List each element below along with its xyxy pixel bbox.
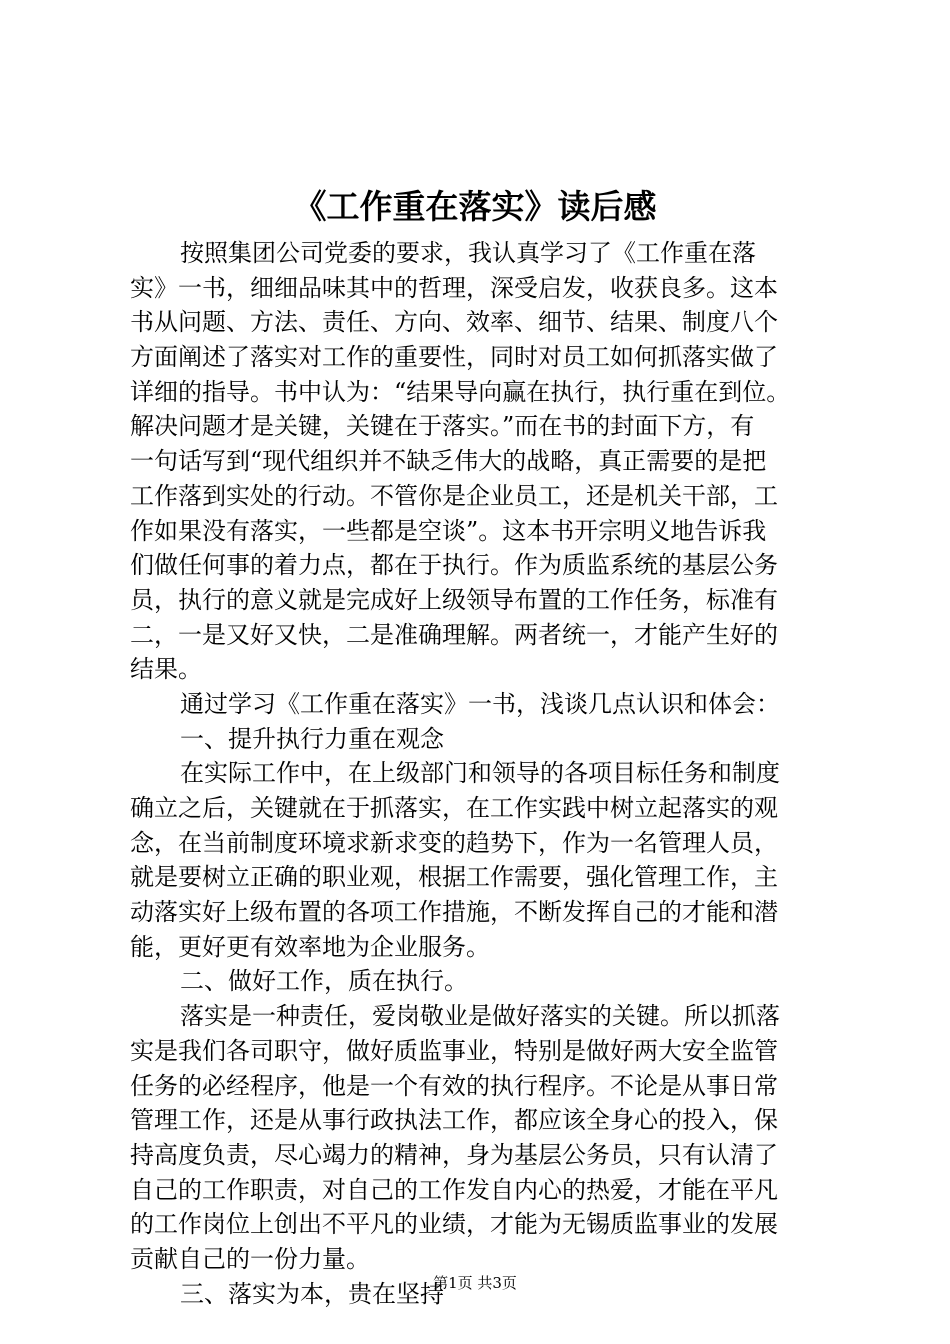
text-line: 按照集团公司党委的要求，我认真学习了《工作重在落 [180, 239, 756, 267]
text-line: 员，执行的意义就是完成好上级领导布置的工作任务，标准有 [130, 585, 778, 614]
text-line: 二，一是又好又快，二是准确理解。两者统一，才能产生好的 [130, 620, 778, 649]
text-line: 任务的必经程序，他是一个有效的执行程序。不论是从事日常 [130, 1071, 778, 1100]
text-line: 书从问题、方法、责任、方向、效率、细节、结果、制度八个 [130, 308, 778, 337]
text-line: 方面阐述了落实对工作的重要性，同时对员工如何抓落实做了 [130, 343, 778, 372]
text-line: 管理工作，还是从事行政执法工作，都应该全身心的投入，保 [130, 1106, 778, 1135]
text-line: 持高度负责，尽心竭力的精神，身为基层公务员，只有认清了 [130, 1140, 778, 1169]
text-line: 作如果没有落实，一些都是空谈”。这本书开宗明义地告诉我 [130, 516, 767, 545]
text-line: 念，在当前制度环境求新求变的趋势下，作为一名管理人员， [130, 828, 778, 857]
text-line: 解决问题才是关键，关键在于落实。”而在书的封面下方，有 [130, 412, 755, 441]
text-line: 自己的工作职责，对自己的工作发自内心的热爱，才能在平凡 [130, 1175, 778, 1204]
document-title: 《工作重在落实》读后感 [293, 187, 657, 226]
text-line: 们做任何事的着力点，都在于执行。作为质监系统的基层公务 [130, 551, 778, 580]
text-line: 确立之后，关键就在于抓落实，在工作实践中树立起落实的观 [130, 794, 778, 822]
document-body [130, 236, 835, 1311]
text-line: 动落实好上级布置的各项工作措施，不断发挥自己的才能和潜 [130, 898, 778, 927]
text-line: 工作落到实处的行动。不管你是企业员工，还是机关干部，工 [130, 481, 778, 510]
text-line: 三、落实为本，贵在坚持 [180, 1279, 444, 1308]
text-line: 通过学习《工作重在落实》一书，浅谈几点认识和体会： [180, 689, 780, 718]
text-line: 在实际工作中，在上级部门和领导的各项目标任务和制度 [180, 759, 780, 788]
page-footer: 第1页 共3页 [433, 1274, 517, 1292]
text-line: 详细的指导。书中认为：“结果导向赢在执行，执行重在到位。 [130, 377, 791, 406]
text-line: 一句话写到“现代组织并不缺乏伟大的战略，真正需要的是把 [130, 447, 767, 476]
text-line: 二、做好工作，质在执行。 [180, 967, 468, 996]
text-line: 结果。 [130, 655, 202, 684]
text-line: 贡献自己的一份力量。 [130, 1244, 370, 1273]
text-line: 能，更好更有效率地为企业服务。 [130, 932, 490, 961]
text-line: 一、提升执行力重在观念 [180, 724, 444, 753]
text-line: 就是要树立正确的职业观，根据工作需要，强化管理工作，主 [130, 863, 778, 892]
text-line: 实》一书，细细品味其中的哲理，深受启发，收获良多。这本 [130, 273, 778, 302]
text-line: 落实是一种责任，爱岗敬业是做好落实的关键。所以抓落 [180, 1002, 780, 1031]
text-line: 实是我们各司职守，做好质监事业，特别是做好两大安全监管 [130, 1036, 778, 1065]
text-line: 的工作岗位上创出不平凡的业绩，才能为无锡质监事业的发展 [130, 1210, 778, 1239]
